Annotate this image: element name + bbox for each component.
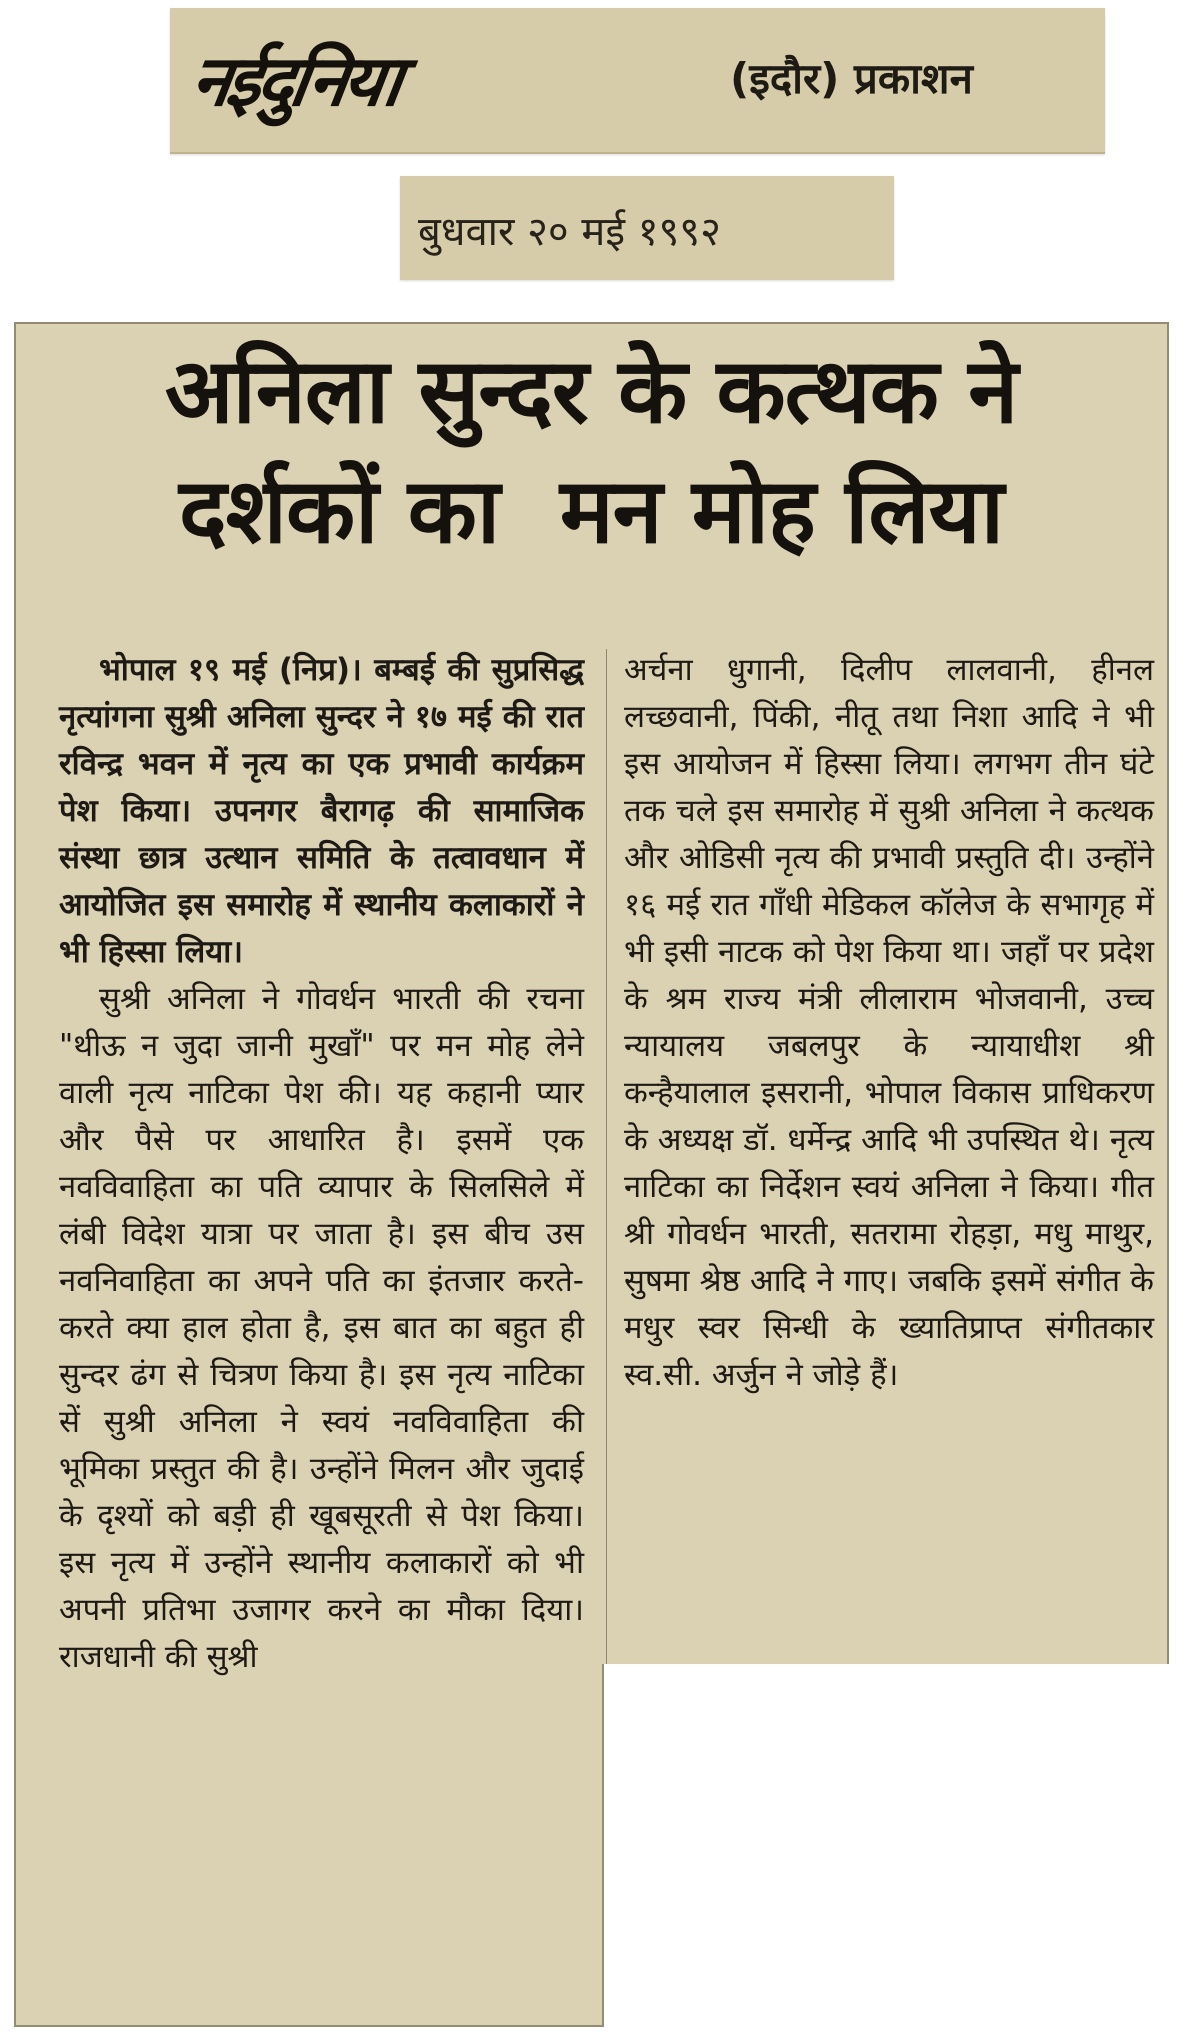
newspaper-logo: नईदुनिया	[186, 40, 404, 122]
edition-label: (इदौर) प्रकाशन	[730, 54, 973, 103]
body-paragraph: सुश्री अनिला ने गोवर्धन भारती की रचना "थीऊ न जुदा जानी मुखाँ" पर मन मोह लेने वाली नृत्य नाटिका पेश की। यह कहानी प्यार और पैसे पर आधारित है। इसमें एक नवविवाहिता का पति व्यापार के सिलसिले में लंबी विदेश यात्रा पर जाता है। इस बीच उस नवनिवाहिता का अपने पति का इंतजार करते-करते क्या हाल होता है, इस बात का बहुत ही सुन्दर ढंग से चित्रण किया है। इस नृत्य नाटिका सें सुश्री अनिला ने स्वयं नवविवाहिता की भूमिका प्रस्तुत की है। उन्होंने मिलन और जुदाई के दृश्यों को बड़ी ही खूबसूरती से पेश किया। इस नृत्य में उन्होंने स्थानीय कलाकारों को भी अपनी प्रतिभा उजागर करने का मौका दिया। राजधानी की सुश्री	[59, 981, 585, 1675]
article-column-right	[624, 647, 1154, 1399]
lead-paragraph: भोपाल १९ मई (निप्र)। बम्बई की सुप्रसिद्ध नृत्यांगना सुश्री अनिला सुन्दर ने १७ मई की रात रविन्द्र भवन में नृत्य का एक प्रभावी कार्यक्रम पेश किया। उपनगर बैरागढ़ की सामाजिक संस्था छात्र उत्थान समिति के तत्वावधान में आयोजित इस समारोह में स्थानीय कलाकारों ने भी हिस्सा लिया।	[59, 652, 584, 970]
body-paragraph-continued: अर्चना धुगानी, दिलीप लालवानी, हीनल लच्छवानी, पिंकी, नीतू तथा निशा आदि ने भी इस आयोजन में हिस्सा लिया। लगभग तीन घंटे तक चले इस समारोह में सुश्री अनिला ने कत्थक और ओडिसी नृत्य की प्रभावी प्रस्तुति दी। उन्होंने १६ मई रात गाँधी मेडिकल कॉलेज के सभागृह में भी इसी नाटक को पेश किया था। जहाँ पर प्रदेश के श्रम राज्य मंत्री लीलाराम भोजवानी, उच्च न्यायालय जबलपुर के न्यायाधीश श्री कन्हैयालाल इसरानी, भोपाल विकास प्राधिकरण के अध्यक्ष डॉ. धर्मेन्द्र आदि भी उपस्थित थे। नृत्य नाटिका का निर्देशन स्वयं अनिला ने किया। गीत श्री गोवर्धन भारती, सतरामा रोहड़ा, मधु माथुर, सुषमा श्रेष्ठ आदि ने गाए। जबकि इसमें संगीत के मधुर स्वर सिन्धी के ख्यातिप्राप्त संगीतकार स्व.सी. अर्जुन ने जोड़े हैं।	[624, 652, 1154, 1393]
column-divider	[606, 649, 607, 1664]
article-column-left	[59, 647, 584, 1681]
article-clipping-extension	[14, 1662, 604, 2027]
publication-date: बुधवार २० मई १९९२	[418, 209, 721, 255]
masthead-clipping	[170, 8, 1105, 154]
date-clipping	[400, 176, 894, 280]
headline-line-1: अनिला सुन्दर के कत्थक ने	[164, 339, 1018, 444]
article-headline	[46, 332, 1136, 572]
headline-line-2: दर्शकों का मन मोह लिया	[178, 459, 1004, 564]
